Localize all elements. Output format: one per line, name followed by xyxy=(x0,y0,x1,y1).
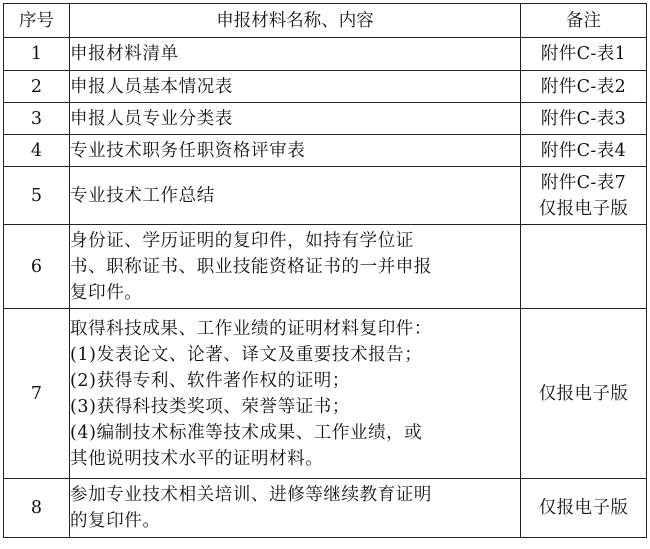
note-line: 仅报电子版 xyxy=(538,498,629,518)
note-line: 附件C-表4 xyxy=(540,140,627,161)
row-index: 3 xyxy=(4,103,70,135)
table-row xyxy=(4,309,647,479)
row-index: 4 xyxy=(4,135,70,167)
row-note xyxy=(521,38,647,71)
note-line: 附件C-表2 xyxy=(540,76,627,97)
row-content xyxy=(70,103,521,135)
header-row xyxy=(4,4,647,38)
row-content xyxy=(70,167,521,225)
row-note xyxy=(521,479,647,538)
content-line: (3)获得科技类奖项、荣誉等证书； xyxy=(70,396,350,417)
row-note xyxy=(521,167,647,225)
note-line: 附件C-表7 xyxy=(540,172,627,193)
table-row xyxy=(4,71,647,103)
content-line: (4)编制技术标准等技术成果、工作业绩，或 xyxy=(70,422,423,443)
row-index: 1 xyxy=(4,38,70,71)
row-content xyxy=(70,479,521,538)
content-line: 申报材料清单 xyxy=(70,44,179,64)
content-line: 身份证、学历证明的复印件，如持有学位证 xyxy=(70,230,414,251)
note-line: 附件C-表3 xyxy=(540,108,627,129)
table-row xyxy=(4,167,647,225)
row-index: 7 xyxy=(4,309,70,479)
table-row xyxy=(4,225,647,309)
header-note: 备注 xyxy=(521,4,647,38)
row-content xyxy=(70,71,521,103)
row-note xyxy=(521,103,647,135)
content-line: 参加专业技术相关培训、进修等继续教育证明 xyxy=(70,485,432,505)
table-row xyxy=(4,135,647,167)
row-index: 6 xyxy=(4,225,70,309)
materials-table xyxy=(3,3,647,538)
content-line: 的复印件。 xyxy=(70,511,161,531)
header-content: 申报材料名称、内容 xyxy=(70,4,521,38)
content-line: 专业技术工作总结 xyxy=(70,185,215,206)
content-line: 书、职称证书、职业技能资格证书的一并申报 xyxy=(70,256,432,277)
row-index: 8 xyxy=(4,479,70,538)
row-content xyxy=(70,225,521,309)
content-line: 申报人员基本情况表 xyxy=(70,76,233,97)
row-content xyxy=(70,135,521,167)
row-note xyxy=(521,135,647,167)
content-line: 专业技术职务任职资格评审表 xyxy=(70,140,306,161)
content-line: 复印件。 xyxy=(70,282,143,303)
header-index: 序号 xyxy=(4,4,70,38)
row-index: 2 xyxy=(4,71,70,103)
content-line: 其他说明技术水平的证明材料。 xyxy=(70,448,324,469)
row-note xyxy=(521,309,647,479)
note-line: 仅报电子版 xyxy=(538,198,629,219)
note-line: 仅报电子版 xyxy=(538,383,629,404)
content-line: 取得科技成果、工作业绩的证明材料复印件： xyxy=(70,318,432,339)
table-row xyxy=(4,38,647,71)
row-content xyxy=(70,309,521,479)
row-index: 5 xyxy=(4,167,70,225)
table-row xyxy=(4,479,647,538)
table-row xyxy=(4,103,647,135)
note-line: 附件C-表1 xyxy=(540,44,627,64)
content-line: 申报人员专业分类表 xyxy=(70,108,233,129)
row-note xyxy=(521,225,647,309)
row-note xyxy=(521,71,647,103)
content-line: (1)发表论文、论著、译文及重要技术报告； xyxy=(70,344,423,365)
row-content xyxy=(70,38,521,71)
content-line: (2)获得专利、软件著作权的证明； xyxy=(70,370,350,391)
